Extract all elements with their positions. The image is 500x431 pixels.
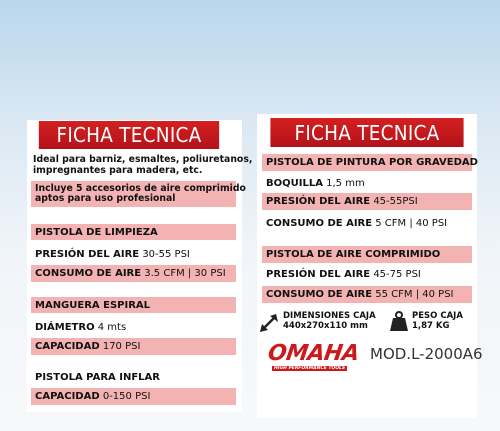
inflate-gun-capacity-label: CAPACIDAD <box>35 391 100 402</box>
gravity-gun-nozzle-label: BOQUILLA <box>266 178 323 189</box>
right-panel-title: FICHA TECNICA <box>270 118 463 147</box>
resize-arrows-icon <box>258 312 280 334</box>
hose-diameter-value: 4 mts <box>97 322 127 333</box>
box-weight-label: PESO CAJA <box>412 311 463 321</box>
cleaning-gun-pressure-value: 30-55 PSI <box>142 249 190 260</box>
inflate-gun-title-text: PISTOLA PARA INFLAR <box>35 372 160 383</box>
compressed-gun-consumption <box>262 286 472 303</box>
box-dimensions-value: 440x270x110 mm <box>283 321 368 331</box>
intro-line-2: impregnantes para madera, etc. <box>33 165 203 176</box>
compressed-gun-title-text: PISTOLA DE AIRE COMPRIMIDO <box>266 249 441 260</box>
omaha-tagline: HIGH PERFORMANCE TOOLS <box>274 366 346 371</box>
gravity-gun-title <box>262 154 478 171</box>
cleaning-gun-title <box>31 224 236 240</box>
cleaning-gun-pressure <box>31 246 236 262</box>
compressed-gun-title <box>262 246 472 263</box>
box-dimensions-label: DIMENSIONES CAJA <box>283 311 376 321</box>
gravity-gun-title-text: PISTOLA DE PINTURA POR GRAVEDAD <box>266 157 478 168</box>
hose-diameter <box>31 319 236 335</box>
hose-capacity <box>31 338 236 355</box>
gravity-gun-pressure <box>262 193 472 210</box>
hose-capacity-label: CAPACIDAD <box>35 341 100 352</box>
inflate-gun-title <box>31 369 236 385</box>
left-panel-title: FICHA TECNICA <box>39 121 219 149</box>
gravity-gun-consumption-label: CONSUMO DE AIRE <box>266 218 373 229</box>
cleaning-gun-title-text: PISTOLA DE LIMPIEZA <box>35 227 158 238</box>
model-number: MOD.L-2000A6 <box>370 345 483 363</box>
gravity-gun-pressure-label: PRESIÓN DEL AIRE <box>266 196 371 207</box>
inflate-gun-capacity-value: 0-150 PSI <box>102 391 151 402</box>
compressed-gun-pressure-value: 45-75 PSI <box>373 269 421 280</box>
cleaning-gun-consumption-label: CONSUMO DE AIRE <box>35 268 142 279</box>
gravity-gun-consumption <box>262 215 472 231</box>
hose-capacity-value: 170 PSI <box>102 341 141 352</box>
omaha-logo: OMAHA <box>266 341 361 366</box>
gravity-gun-pressure-value: 45-55PSI <box>373 196 418 207</box>
cleaning-gun-consumption-value: 3.5 CFM | 30 PSI <box>144 268 226 279</box>
cleaning-gun-pressure-label: PRESIÓN DEL AIRE <box>35 249 140 260</box>
compressed-gun-pressure-label: PRESIÓN DEL AIRE <box>266 269 371 280</box>
compressed-gun-consumption-label: CONSUMO DE AIRE <box>266 289 373 300</box>
hose-diameter-label: DIÁMETRO <box>35 322 95 333</box>
intro-line-1: Ideal para barniz, esmaltes, poliuretanos, <box>33 154 253 165</box>
accessories-block <box>31 181 246 207</box>
weight-icon <box>389 310 409 332</box>
box-weight-value: 1,87 KG <box>412 321 450 331</box>
compressed-gun-pressure <box>262 266 472 282</box>
accessories-line-2: aptos para uso profesional <box>35 193 176 204</box>
inflate-gun-capacity <box>31 388 236 405</box>
gravity-gun-consumption-value: 5 CFM | 40 PSI <box>375 218 448 229</box>
gravity-gun-nozzle-value: 1,5 mm <box>326 178 365 189</box>
accessories-line-1: Incluye 5 accesorios de aire comprimido <box>35 183 246 194</box>
hose-title <box>31 297 236 313</box>
cleaning-gun-consumption <box>31 265 236 282</box>
compressed-gun-consumption-value: 55 CFM | 40 PSI <box>375 289 454 300</box>
gravity-gun-nozzle <box>262 175 472 191</box>
hose-title-text: MANGUERA ESPIRAL <box>35 300 151 311</box>
